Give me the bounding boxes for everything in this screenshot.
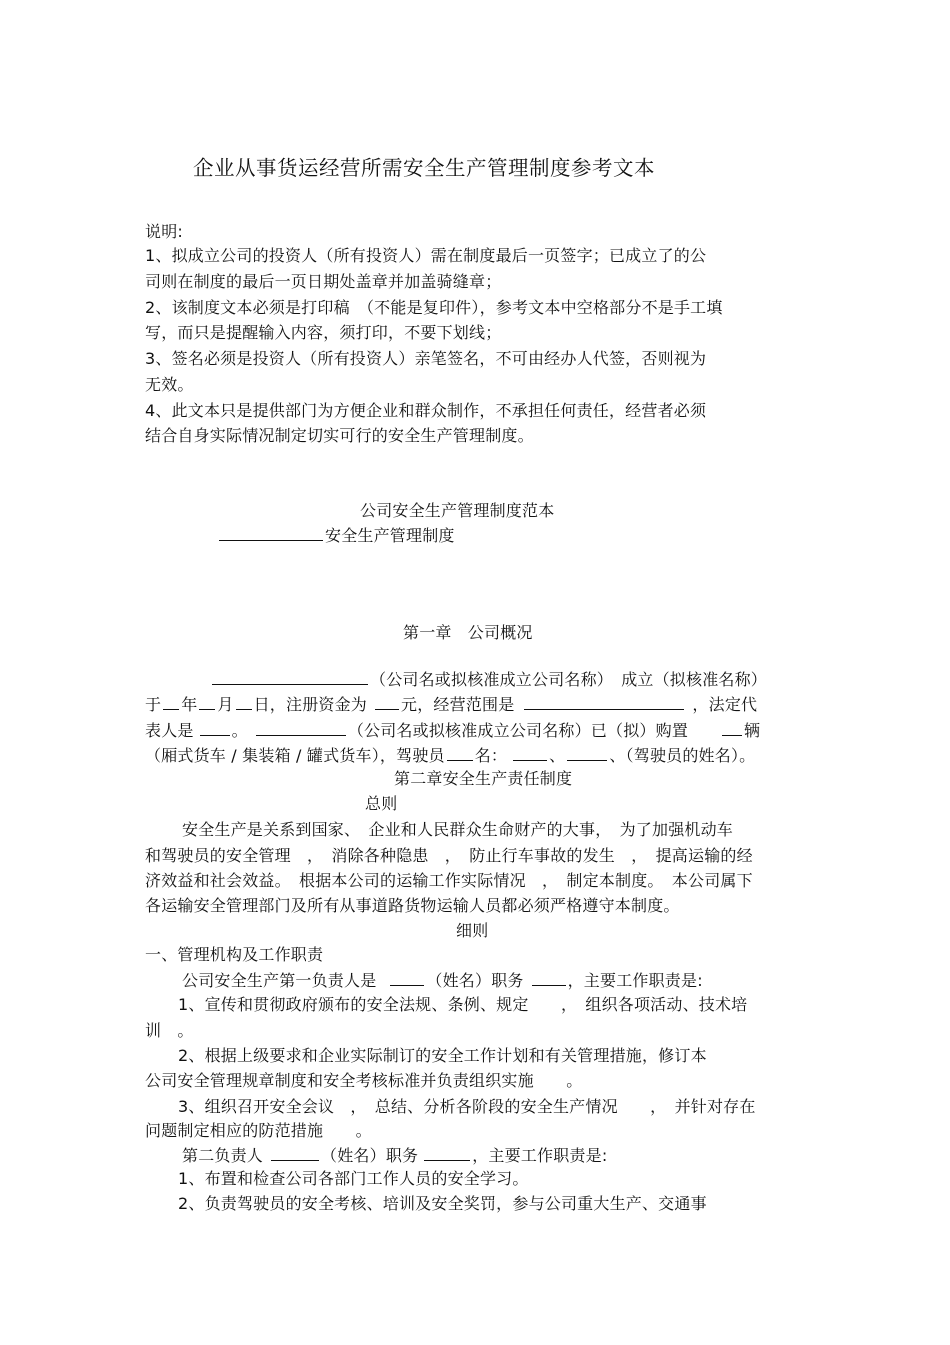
- note-1-line-2: 司则在制度的最后一页日期处盖章并加盖骑缝章；: [145, 272, 502, 291]
- company-name-blank: [212, 666, 368, 685]
- chapter-2-heading: 第二章安全生产责任制度: [394, 769, 573, 788]
- notes-heading: 说明:: [145, 222, 183, 241]
- chapter-1-line-1: [212, 666, 767, 693]
- chapter-1-text: （公司名或拟核准成立公司名称） 成立（拟核准名称）: [370, 670, 768, 689]
- chapter-1-line-4: [145, 742, 755, 769]
- second-responsible-line: [182, 1142, 607, 1169]
- general-line-2: 和驾驶员的安全管理 ， 消除各种隐患 ， 防止行车事故的发生 ， 提高运输的经: [145, 846, 753, 865]
- duty-1-line-1: 1、宣传和贯彻政府颁布的安全法规、条例、规定 ， 组织各项活动、技术培: [178, 995, 748, 1014]
- general-heading: 总则: [365, 794, 398, 813]
- company-name-blank: [219, 522, 323, 541]
- business-scope-blank: [524, 691, 684, 710]
- legal-rep-blank: [200, 717, 230, 736]
- chapter-1-line-2: [145, 691, 757, 718]
- text-segment: （姓名）职务: [426, 971, 524, 990]
- driver-count-blank: [447, 742, 473, 761]
- text-segment: （姓名）职务: [321, 1146, 419, 1165]
- text-segment: 年: [181, 695, 198, 714]
- text-segment: 名：: [474, 746, 508, 765]
- text-segment: （厢式货车 / 集装箱 / 罐式货车），驾驶员: [145, 746, 445, 765]
- note-4-line-1: 4、此文本只是提供部门为方便企业和群众制作，不承担任何责任，经营者必须: [145, 401, 707, 420]
- duty-b2-line: 2、负责驾驶员的安全考核、培训及安全奖罚，参与公司重大生产、交通事: [178, 1194, 707, 1213]
- note-3-line-2: 无效。: [145, 375, 194, 394]
- sample-subtitle: 安全生产管理制度: [325, 526, 455, 545]
- note-2-line-1: 2、该制度文本必须是打印稿 （不能是复印件），参考文本中空格部分不是手工填: [145, 298, 723, 317]
- document-title: 企业从事货运经营所需安全生产管理制度参考文本: [193, 156, 655, 180]
- text-segment: 辆: [744, 721, 761, 740]
- driver-name-blank: [567, 742, 607, 761]
- detail-heading: 细则: [456, 921, 489, 940]
- general-line-3: 济效益和社会效益。 根据本公司的运输工作实际情况 ， 制定本制度。 本公司属下: [145, 871, 753, 890]
- name-blank: [390, 967, 424, 986]
- text-segment: 。: [231, 721, 248, 740]
- text-segment: 于: [145, 695, 162, 714]
- duty-2-line-2: 公司安全管理规章制度和安全考核标准并负责组织实施 。: [145, 1071, 583, 1090]
- company-name-blank: [256, 717, 346, 736]
- note-3-line-1: 3、签名必须是投资人（所有投资人）亲笔签名，不可由经办人代签，否则视为: [145, 349, 707, 368]
- position-blank: [532, 967, 566, 986]
- duty-2-line-1: 2、根据上级要求和企业实际制订的安全工作计划和有关管理措施，修订本: [178, 1046, 707, 1065]
- year-blank: [163, 691, 179, 710]
- section-1-heading: 一、管理机构及工作职责: [145, 945, 324, 964]
- text-segment: ，主要工作职责是:: [472, 1146, 608, 1165]
- general-line-4: 各运输安全管理部门及所有从事道路货物运输人员都必须严格遵守本制度。: [145, 896, 680, 915]
- capital-blank: [375, 691, 399, 710]
- position-blank: [424, 1142, 470, 1161]
- text-segment: ，法定代: [692, 695, 758, 714]
- first-responsible-line: [182, 967, 703, 994]
- duty-1-line-2: 训 。: [145, 1021, 194, 1040]
- driver-name-blank: [513, 742, 547, 761]
- duty-3-line-2: 问题制定相应的防范措施 。: [145, 1121, 372, 1140]
- text-segment: （公司名或拟核准成立公司名称）已（拟）购置: [347, 721, 689, 740]
- text-segment: 月: [217, 695, 234, 714]
- day-blank: [236, 691, 252, 710]
- chapter-1-line-3: [145, 717, 760, 744]
- text-segment: 日，注册资金为: [253, 695, 368, 714]
- text-segment: ，主要工作职责是:: [567, 971, 703, 990]
- chapter-1-heading: 第一章 公司概况: [403, 623, 533, 642]
- note-2-line-2: 写，而只是提醒输入内容，须打印，不要下划线；: [145, 323, 502, 342]
- text-segment: 、: [549, 746, 566, 765]
- month-blank: [199, 691, 215, 710]
- sample-title: 公司安全生产管理制度范本: [360, 501, 555, 520]
- name-blank: [271, 1142, 319, 1161]
- duty-b1-line: 1、布置和检查公司各部门工作人员的安全学习。: [178, 1169, 529, 1188]
- sample-subtitle-line: [219, 522, 455, 549]
- text-segment: 第二负责人: [182, 1146, 264, 1165]
- general-line-1: 安全生产是关系到国家、 企业和人民群众生命财产的大事， 为了加强机动车: [182, 820, 734, 839]
- note-1-line-1: 1、拟成立公司的投资人（所有投资人）需在制度最后一页签字；已成立了的公: [145, 246, 707, 265]
- vehicle-count-blank: [722, 717, 742, 736]
- duty-3-line-1: 3、组织召开安全会议 ， 总结、分析各阶段的安全生产情况 ， 并针对存在: [178, 1097, 756, 1116]
- text-segment: 公司安全生产第一负责人是: [182, 971, 377, 990]
- text-segment: 元，经营范围是: [401, 695, 515, 714]
- note-4-line-2: 结合自身实际情况制定切实可行的安全生产管理制度。: [145, 426, 534, 445]
- text-segment: 表人是: [145, 721, 194, 740]
- text-segment: 、（驾驶员的姓名）。: [609, 746, 756, 765]
